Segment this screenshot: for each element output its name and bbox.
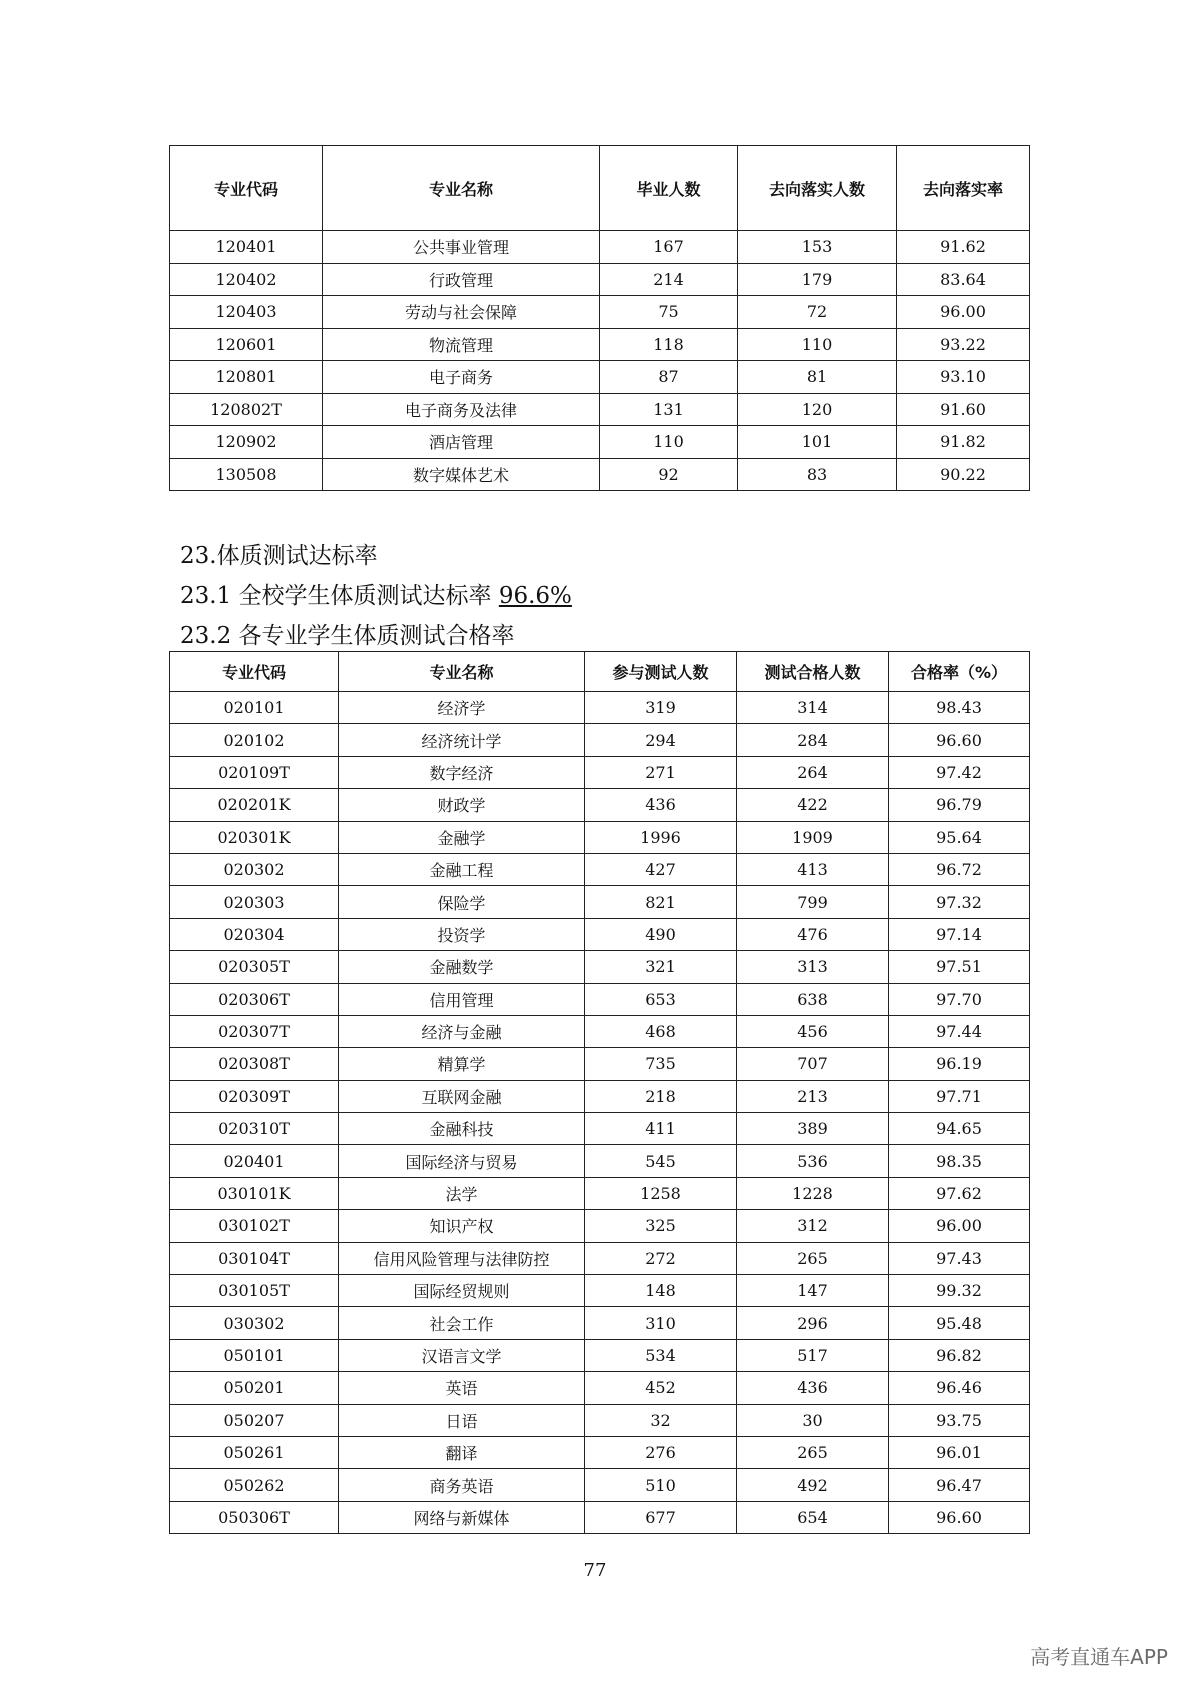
table-cell: 网络与新媒体 [339,1501,585,1533]
table-cell: 413 [737,853,889,885]
table-cell: 信用管理 [339,983,585,1015]
table-cell: 050262 [170,1469,339,1501]
table-cell: 110 [738,328,897,361]
table-row [170,1469,1030,1501]
table-cell: 020102 [170,724,339,756]
table-row [170,1307,1030,1339]
overall-rate-label: 23.1 全校学生体质测试达标率 [180,583,499,609]
table-cell: 96.60 [889,724,1030,756]
column-header: 专业名称 [339,652,585,692]
column-header: 去向落实率 [897,146,1030,231]
table-cell: 行政管理 [323,263,600,296]
table-cell: 120801 [170,361,323,394]
table-cell: 国际经济与贸易 [339,1145,585,1177]
table-cell: 96.01 [889,1436,1030,1468]
table-cell: 93.10 [897,361,1030,394]
table-cell: 劳动与社会保障 [323,296,600,329]
table-cell: 120601 [170,328,323,361]
table-row [170,821,1030,853]
table-cell: 020101 [170,692,339,724]
table-cell: 数字媒体艺术 [323,458,600,491]
column-header: 合格率（%） [889,652,1030,692]
table-cell: 98.43 [889,692,1030,724]
table-cell: 96.79 [889,789,1030,821]
table-cell: 677 [585,1501,737,1533]
table-cell: 030105T [170,1275,339,1307]
table-cell: 276 [585,1436,737,1468]
table-cell: 265 [737,1242,889,1274]
table-row [170,756,1030,788]
section-heading: 23.体质测试达标率 [180,543,378,569]
table-cell: 120802T [170,393,323,426]
table-cell: 534 [585,1339,737,1371]
table-cell: 97.32 [889,886,1030,918]
table-cell: 75 [600,296,738,329]
table-cell: 313 [737,951,889,983]
table-cell: 95.64 [889,821,1030,853]
table-cell: 96.19 [889,1048,1030,1080]
table-row [170,1275,1030,1307]
table-cell: 87 [600,361,738,394]
table-row [170,296,1030,329]
table-cell: 94.65 [889,1113,1030,1145]
table-cell: 735 [585,1048,737,1080]
table-cell: 电子商务及法律 [323,393,600,426]
table-cell: 99.32 [889,1275,1030,1307]
table-cell: 金融学 [339,821,585,853]
table-row [170,886,1030,918]
table-cell: 218 [585,1080,737,1112]
table-cell: 020109T [170,756,339,788]
table-cell: 97.42 [889,756,1030,788]
table-cell: 271 [585,756,737,788]
table-cell: 120902 [170,426,323,459]
table-cell: 020302 [170,853,339,885]
table-cell: 020304 [170,918,339,950]
table-row [170,458,1030,491]
table-cell: 信用风险管理与法律防控 [339,1242,585,1274]
table-row [170,393,1030,426]
table-cell: 310 [585,1307,737,1339]
table-row [170,426,1030,459]
table-row [170,1339,1030,1371]
table-row [170,263,1030,296]
table-cell: 118 [600,328,738,361]
column-header: 测试合格人数 [737,652,889,692]
table-cell: 精算学 [339,1048,585,1080]
table-cell: 153 [738,231,897,264]
table-row [170,1242,1030,1274]
table-cell: 97.70 [889,983,1030,1015]
table-cell: 95.48 [889,1307,1030,1339]
table-row [170,1080,1030,1112]
table-cell: 214 [600,263,738,296]
table-cell: 050306T [170,1501,339,1533]
table-cell: 数字经济 [339,756,585,788]
table-cell: 98.35 [889,1145,1030,1177]
table-row [170,1145,1030,1177]
table-cell: 97.43 [889,1242,1030,1274]
table-cell: 30 [737,1404,889,1436]
table-cell: 452 [585,1372,737,1404]
table-cell: 468 [585,1015,737,1047]
table-cell: 96.82 [889,1339,1030,1371]
table-cell: 91.60 [897,393,1030,426]
table-cell: 799 [737,886,889,918]
table-row [170,951,1030,983]
table-cell: 97.51 [889,951,1030,983]
table-row [170,724,1030,756]
table-cell: 545 [585,1145,737,1177]
table-cell: 酒店管理 [323,426,600,459]
table-row [170,1372,1030,1404]
table-cell: 020308T [170,1048,339,1080]
table-cell: 319 [585,692,737,724]
table-row [170,983,1030,1015]
column-header: 专业代码 [170,652,339,692]
employment-table [169,145,1030,491]
table-cell: 公共事业管理 [323,231,600,264]
table-cell: 296 [737,1307,889,1339]
table-cell: 110 [600,426,738,459]
table-cell: 93.22 [897,328,1030,361]
table-cell: 81 [738,361,897,394]
table-cell: 97.44 [889,1015,1030,1047]
table-cell: 金融科技 [339,1113,585,1145]
table-cell: 72 [738,296,897,329]
table-cell: 经济学 [339,692,585,724]
table-cell: 020303 [170,886,339,918]
table-cell: 389 [737,1113,889,1145]
table-cell: 020201K [170,789,339,821]
table-cell: 050201 [170,1372,339,1404]
table-cell: 96.47 [889,1469,1030,1501]
table-cell: 213 [737,1080,889,1112]
table-cell: 821 [585,886,737,918]
table-cell: 422 [737,789,889,821]
table-cell: 148 [585,1275,737,1307]
table-row [170,692,1030,724]
table-row [170,1210,1030,1242]
table-cell: 97.14 [889,918,1030,950]
table-cell: 互联网金融 [339,1080,585,1112]
table-cell: 日语 [339,1404,585,1436]
table-row [170,1436,1030,1468]
table-cell: 020301K [170,821,339,853]
table-cell: 93.75 [889,1404,1030,1436]
column-header: 专业代码 [170,146,323,231]
table-cell: 030104T [170,1242,339,1274]
table-cell: 536 [737,1145,889,1177]
table-cell: 456 [737,1015,889,1047]
table-cell: 436 [585,789,737,821]
table-row [170,1501,1030,1533]
overall-rate-heading [180,582,572,610]
table-cell: 92 [600,458,738,491]
table-cell: 经济统计学 [339,724,585,756]
table-cell: 654 [737,1501,889,1533]
table-cell: 汉语言文学 [339,1339,585,1371]
table-cell: 179 [738,263,897,296]
table-cell: 电子商务 [323,361,600,394]
column-header: 专业名称 [323,146,600,231]
table-row [170,361,1030,394]
table-cell: 投资学 [339,918,585,950]
table-cell: 492 [737,1469,889,1501]
table-cell: 120403 [170,296,323,329]
table-cell: 490 [585,918,737,950]
table-cell: 法学 [339,1177,585,1209]
table-row [170,1177,1030,1209]
table-cell: 517 [737,1339,889,1371]
table-row [170,918,1030,950]
table-cell: 91.62 [897,231,1030,264]
table-cell: 金融工程 [339,853,585,885]
table-cell: 050101 [170,1339,339,1371]
table-row [170,789,1030,821]
table-cell: 167 [600,231,738,264]
column-header: 去向落实人数 [738,146,897,231]
table-row [170,1404,1030,1436]
table-cell: 272 [585,1242,737,1274]
table-cell: 英语 [339,1372,585,1404]
table-header-row [170,652,1030,692]
table-cell: 050261 [170,1436,339,1468]
table-cell: 91.82 [897,426,1030,459]
table-cell: 知识产权 [339,1210,585,1242]
table-cell: 020401 [170,1145,339,1177]
table-cell: 131 [600,393,738,426]
table-cell: 96.60 [889,1501,1030,1533]
table-cell: 96.72 [889,853,1030,885]
table-cell: 1258 [585,1177,737,1209]
table-cell: 050207 [170,1404,339,1436]
table-cell: 314 [737,692,889,724]
table-row [170,1113,1030,1145]
table-cell: 030101K [170,1177,339,1209]
table-row [170,853,1030,885]
page-number: 77 [583,1560,607,1581]
table-cell: 保险学 [339,886,585,918]
table-cell: 社会工作 [339,1307,585,1339]
table-cell: 83 [738,458,897,491]
table-cell: 97.71 [889,1080,1030,1112]
table-cell: 147 [737,1275,889,1307]
table-cell: 32 [585,1404,737,1436]
table-cell: 金融数学 [339,951,585,983]
table-cell: 020310T [170,1113,339,1145]
table-cell: 120401 [170,231,323,264]
overall-rate-value: 96.6% [498,583,572,609]
table-cell: 物流管理 [323,328,600,361]
table-cell: 030102T [170,1210,339,1242]
table-cell: 120402 [170,263,323,296]
table-cell: 638 [737,983,889,1015]
table-cell: 510 [585,1469,737,1501]
table-cell: 284 [737,724,889,756]
table-cell: 翻译 [339,1436,585,1468]
table-cell: 1996 [585,821,737,853]
fitness-test-table [169,651,1030,1534]
table-cell: 商务英语 [339,1469,585,1501]
table-cell: 020309T [170,1080,339,1112]
watermark: 高考直通车APP [1030,1645,1168,1669]
table-cell: 020307T [170,1015,339,1047]
table-cell: 321 [585,951,737,983]
table-cell: 707 [737,1048,889,1080]
table-cell: 411 [585,1113,737,1145]
table-cell: 1909 [737,821,889,853]
table-cell: 财政学 [339,789,585,821]
table-cell: 国际经贸规则 [339,1275,585,1307]
table-cell: 476 [737,918,889,950]
table-cell: 265 [737,1436,889,1468]
table-cell: 96.00 [897,296,1030,329]
table-cell: 130508 [170,458,323,491]
table-row [170,328,1030,361]
table-cell: 1228 [737,1177,889,1209]
table-cell: 312 [737,1210,889,1242]
table-cell: 653 [585,983,737,1015]
table-cell: 120 [738,393,897,426]
table-cell: 020306T [170,983,339,1015]
table-cell: 101 [738,426,897,459]
table-cell: 264 [737,756,889,788]
table-cell: 96.46 [889,1372,1030,1404]
table-cell: 83.64 [897,263,1030,296]
column-header: 参与测试人数 [585,652,737,692]
table-cell: 经济与金融 [339,1015,585,1047]
table-row [170,231,1030,264]
table-cell: 294 [585,724,737,756]
table-cell: 427 [585,853,737,885]
table-cell: 325 [585,1210,737,1242]
table-header-row [170,146,1030,231]
column-header: 毕业人数 [600,146,738,231]
table-cell: 020305T [170,951,339,983]
table-cell: 90.22 [897,458,1030,491]
table-row [170,1048,1030,1080]
table-row [170,1015,1030,1047]
table-cell: 96.00 [889,1210,1030,1242]
table-cell: 030302 [170,1307,339,1339]
subsection-heading: 23.2 各专业学生体质测试合格率 [180,623,515,649]
table-cell: 97.62 [889,1177,1030,1209]
table-cell: 436 [737,1372,889,1404]
